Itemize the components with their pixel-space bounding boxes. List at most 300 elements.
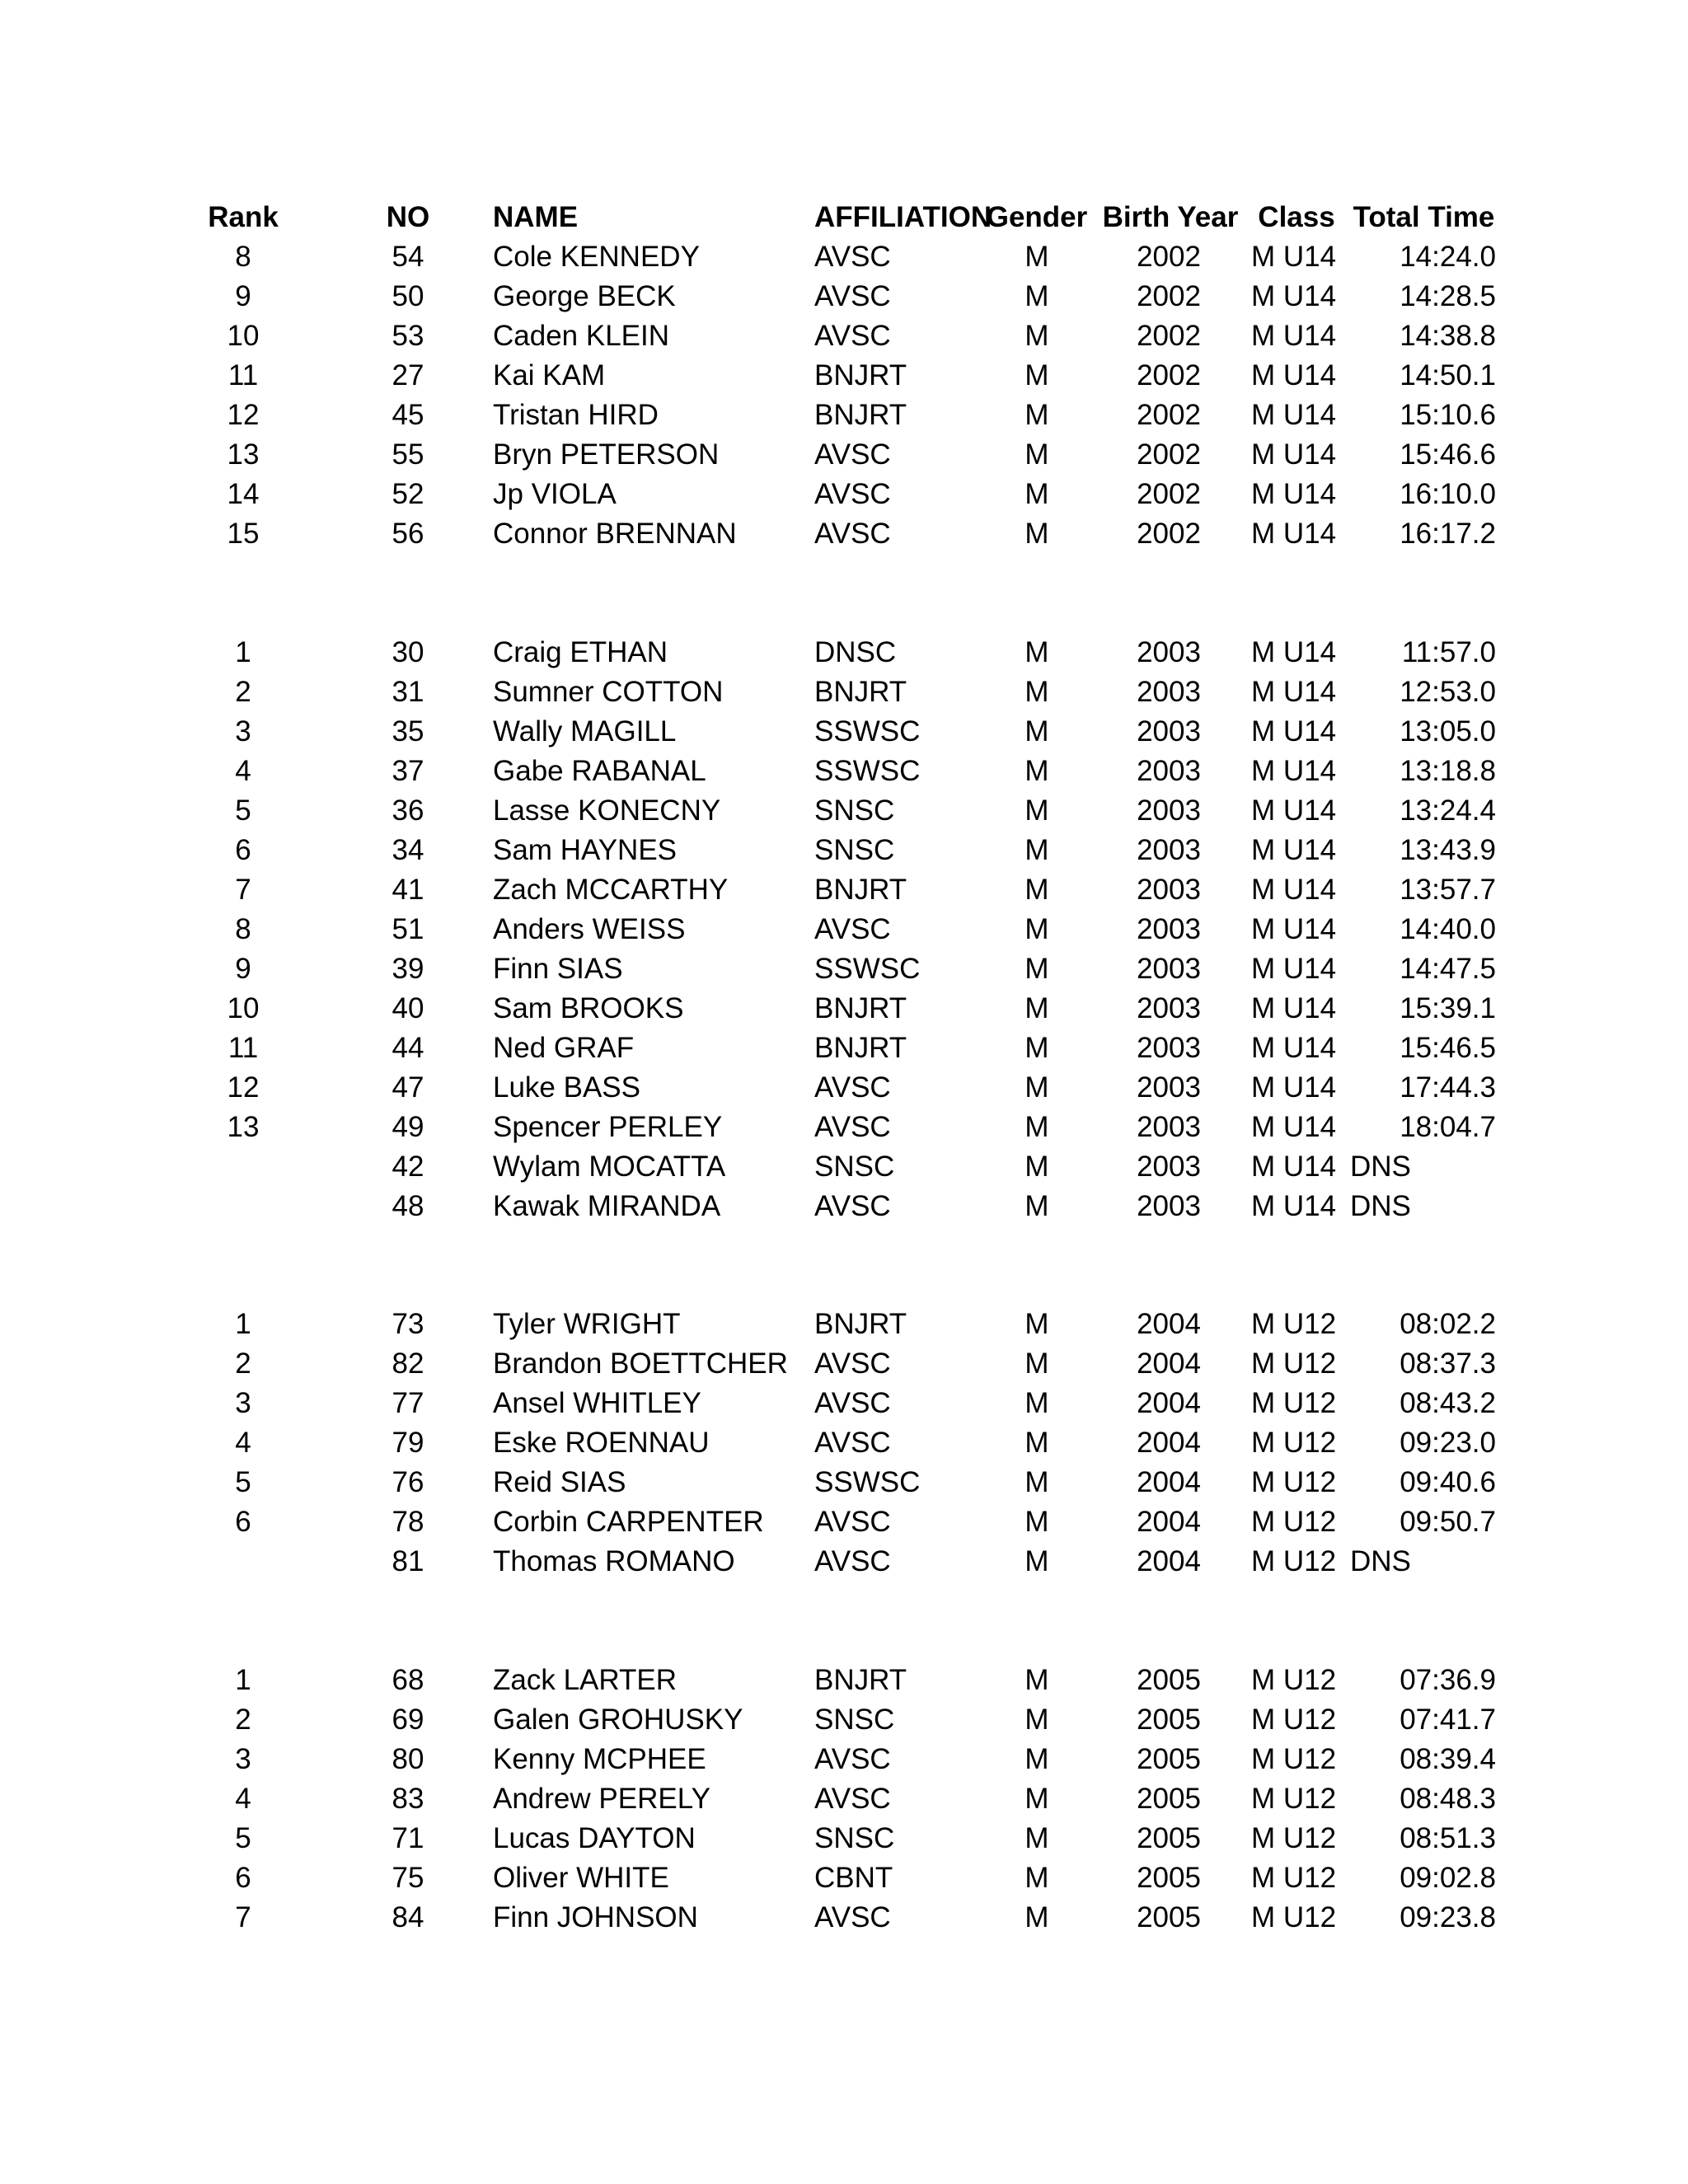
header-no: NO [386,201,430,233]
rank-cell: 7 [235,874,251,906]
table-row [0,1463,1688,1502]
total-time-cell: 11:57.0 [1401,636,1496,668]
birth-year-cell: 2005 [1137,1664,1201,1696]
table-row [0,1384,1688,1423]
rank-cell: 4 [235,755,251,787]
status-cell [1350,791,1465,831]
gender-cell: M [1025,794,1049,827]
athlete-name-cell: Reid SIAS [493,1466,626,1498]
class-cell: M U12 [1251,1704,1337,1736]
table-row [0,356,1688,396]
bib-number-cell: 71 [392,1822,424,1854]
status-cell [1350,237,1465,277]
athlete-name-cell: Oliver WHITE [493,1862,669,1894]
athlete-name-cell: Anders WEISS [493,913,686,945]
gender-cell: M [1025,438,1049,471]
affiliation-cell: SNSC [814,1822,895,1854]
birth-year-cell: 2004 [1137,1387,1201,1419]
gender-cell: M [1025,1387,1049,1419]
athlete-name-cell: Sam HAYNES [493,834,678,866]
athlete-name-cell: Jp VIOLA [493,478,617,510]
table-row [0,1819,1688,1858]
gender-cell: M [1025,1190,1049,1222]
rank-cell: 3 [235,1387,251,1419]
rank-cell: 6 [235,1862,251,1894]
birth-year-cell: 2004 [1137,1347,1201,1380]
gender-cell: M [1025,1783,1049,1815]
table-row [0,1779,1688,1819]
class-cell: M U12 [1251,1387,1337,1419]
total-time-cell: 13:18.8 [1400,755,1496,787]
bib-number-cell: 75 [392,1862,424,1894]
bib-number-cell: 55 [392,438,424,471]
rank-cell: 2 [235,1347,251,1380]
athlete-name-cell: Sam BROOKS [493,992,684,1024]
rank-cell: 13 [227,1111,260,1143]
status-cell [1350,1858,1465,1898]
gender-cell: M [1025,1427,1049,1459]
birth-year-cell: 2002 [1137,241,1201,273]
birth-year-cell: 2002 [1137,438,1201,471]
total-time-cell: 18:04.7 [1400,1111,1496,1143]
class-cell: M U14 [1251,478,1337,510]
birth-year-cell: 2005 [1137,1743,1201,1775]
rank-cell: 4 [235,1783,251,1815]
bib-number-cell: 78 [392,1506,424,1538]
status-cell [1350,752,1465,791]
affiliation-cell: DNSC [814,636,897,668]
athlete-name-cell: Thomas ROMANO [493,1545,735,1577]
class-cell: M U14 [1251,1032,1337,1064]
affiliation-cell: AVSC [814,1545,891,1577]
athlete-name-cell: Kawak MIRANDA [493,1190,721,1222]
table-header-row [0,198,1688,237]
class-cell: M U12 [1251,1506,1337,1538]
status-cell [1350,1819,1465,1858]
bib-number-cell: 42 [392,1151,424,1183]
table-row [0,1740,1688,1779]
affiliation-cell: SNSC [814,834,895,866]
class-cell: M U14 [1251,794,1337,827]
table-row [0,870,1688,910]
athlete-name-cell: Kenny MCPHEE [493,1743,706,1775]
gender-cell: M [1025,320,1049,352]
gender-cell: M [1025,1545,1049,1577]
total-time-cell: 12:53.0 [1400,676,1496,708]
athlete-name-cell: Gabe RABANAL [493,755,706,787]
athlete-name-cell: Brandon BOETTCHER [493,1347,788,1380]
total-time-cell: 13:57.7 [1400,874,1496,906]
class-cell: M U12 [1251,1822,1337,1854]
total-time-cell: 09:23.0 [1400,1427,1496,1459]
class-cell: M U14 [1251,241,1337,273]
birth-year-cell: 2002 [1137,320,1201,352]
birth-year-cell: 2005 [1137,1862,1201,1894]
gender-cell: M [1025,1466,1049,1498]
class-cell: M U12 [1251,1664,1337,1696]
gender-cell: M [1025,1506,1049,1538]
table-row [0,752,1688,791]
birth-year-cell: 2005 [1137,1901,1201,1933]
total-time-cell: 08:43.2 [1400,1387,1496,1419]
status-cell [1350,1898,1465,1938]
bib-number-cell: 81 [392,1545,424,1577]
status-cell [1350,633,1465,673]
rank-cell: 6 [235,834,251,866]
status-cell [1350,277,1465,316]
rank-cell: 1 [235,636,251,668]
bib-number-cell: 73 [392,1308,424,1340]
rank-cell: 11 [227,359,259,391]
bib-number-cell: 41 [392,874,424,906]
total-time-cell: 08:37.3 [1400,1347,1496,1380]
bib-number-cell: 34 [392,834,424,866]
status-cell [1350,1700,1465,1740]
birth-year-cell: 2002 [1137,399,1201,431]
rank-cell: 11 [227,1032,259,1064]
gender-cell: M [1025,992,1049,1024]
birth-year-cell: 2004 [1137,1427,1201,1459]
status-cell [1350,475,1465,514]
gender-cell: M [1025,1704,1049,1736]
birth-year-cell: 2005 [1137,1783,1201,1815]
affiliation-cell: AVSC [814,1506,891,1538]
athlete-name-cell: Galen GROHUSKY [493,1704,743,1736]
birth-year-cell: 2003 [1137,992,1201,1024]
total-time-cell: 15:46.5 [1400,1032,1496,1064]
status-cell [1350,1384,1465,1423]
status-cell [1350,396,1465,435]
birth-year-cell: 2003 [1137,834,1201,866]
total-time-cell: 08:02.2 [1400,1308,1496,1340]
bib-number-cell: 68 [392,1664,424,1696]
total-time-cell: 07:36.9 [1400,1664,1496,1696]
birth-year-cell: 2003 [1137,913,1201,945]
gender-cell: M [1025,636,1049,668]
affiliation-cell: BNJRT [814,992,907,1024]
total-time-cell: 09:40.6 [1400,1466,1496,1498]
table-row [0,633,1688,673]
athlete-name-cell: Sumner COTTON [493,676,724,708]
rank-cell: 3 [235,715,251,748]
header-class: Class [1258,201,1335,233]
bib-number-cell: 35 [392,715,424,748]
class-cell: M U12 [1251,1743,1337,1775]
birth-year-cell: 2003 [1137,953,1201,985]
athlete-name-cell: Craig ETHAN [493,636,668,668]
rank-cell: 3 [235,1743,251,1775]
total-time-cell: 08:39.4 [1400,1743,1496,1775]
affiliation-cell: AVSC [814,280,891,312]
affiliation-cell: SSWSC [814,755,921,787]
athlete-name-cell: Ansel WHITLEY [493,1387,701,1419]
status-cell [1350,514,1465,554]
status-cell [1350,910,1465,949]
athlete-name-cell: Spencer PERLEY [493,1111,723,1143]
rank-cell: 14 [227,478,260,510]
gender-cell: M [1025,1347,1049,1380]
affiliation-cell: BNJRT [814,1664,907,1696]
class-cell: M U14 [1251,715,1337,748]
class-cell: M U12 [1251,1308,1337,1340]
status-cell [1350,831,1465,870]
table-row [0,475,1688,514]
gender-cell: M [1025,1151,1049,1183]
rank-cell: 9 [235,280,251,312]
bib-number-cell: 80 [392,1743,424,1775]
status-cell [1350,1661,1465,1700]
gender-cell: M [1025,1664,1049,1696]
status-cell [1350,1029,1465,1068]
bib-number-cell: 69 [392,1704,424,1736]
bib-number-cell: 48 [392,1190,424,1222]
athlete-name-cell: Bryn PETERSON [493,438,720,471]
header-rank: Rank [208,201,279,233]
rank-cell: 10 [227,992,260,1024]
affiliation-cell: AVSC [814,1387,891,1419]
bib-number-cell: 40 [392,992,424,1024]
total-time-cell: 14:40.0 [1400,913,1496,945]
birth-year-cell: 2003 [1137,1071,1201,1104]
bib-number-cell: 51 [392,913,424,945]
bib-number-cell: 36 [392,794,424,827]
table-row [0,712,1688,752]
affiliation-cell: SSWSC [814,1466,921,1498]
rank-cell: 8 [235,241,251,273]
status-cell [1350,356,1465,396]
total-time-cell: 14:28.5 [1400,280,1496,312]
athlete-name-cell: Zack LARTER [493,1664,678,1696]
table-row [0,1029,1688,1068]
birth-year-cell: 2003 [1137,1111,1201,1143]
rank-cell: 7 [235,1901,251,1933]
status-cell: DNS [1350,1545,1411,1577]
athlete-name-cell: Luke BASS [493,1071,640,1104]
affiliation-cell: AVSC [814,1783,891,1815]
rank-cell: 6 [235,1506,251,1538]
table-row [0,237,1688,277]
total-time-cell: 14:47.5 [1400,953,1496,985]
status-cell [1350,1423,1465,1463]
affiliation-cell: SSWSC [814,715,921,748]
total-time-cell: 09:50.7 [1400,1506,1496,1538]
rank-cell: 12 [227,399,260,431]
status-cell [1350,1779,1465,1819]
bib-number-cell: 30 [392,636,424,668]
rank-cell: 5 [235,1822,251,1854]
bib-number-cell: 44 [392,1032,424,1064]
status-cell [1350,1344,1465,1384]
gender-cell: M [1025,359,1049,391]
bib-number-cell: 37 [392,755,424,787]
affiliation-cell: BNJRT [814,874,907,906]
rank-cell: 5 [235,794,251,827]
affiliation-cell: SNSC [814,1151,895,1183]
affiliation-cell: AVSC [814,1427,891,1459]
class-cell: M U14 [1251,1111,1337,1143]
rank-cell: 2 [235,676,251,708]
table-row [0,1305,1688,1344]
class-cell: M U14 [1251,1071,1337,1104]
affiliation-cell: BNJRT [814,1308,907,1340]
athlete-name-cell: Finn SIAS [493,953,623,985]
affiliation-cell: AVSC [814,1347,891,1380]
bib-number-cell: 82 [392,1347,424,1380]
bib-number-cell: 77 [392,1387,424,1419]
rank-cell [202,1147,284,1187]
birth-year-cell: 2002 [1137,280,1201,312]
status-cell [1350,435,1465,475]
status-cell [1350,870,1465,910]
class-cell: M U14 [1251,953,1337,985]
affiliation-cell: AVSC [814,1111,891,1143]
rank-cell: 10 [227,320,260,352]
table-row [0,396,1688,435]
affiliation-cell: BNJRT [814,399,907,431]
table-row [0,1147,1688,1187]
status-cell [1350,712,1465,752]
table-row [0,1542,1688,1582]
table-row [0,1898,1688,1938]
table-row [0,316,1688,356]
athlete-name-cell: Andrew PERELY [493,1783,710,1815]
birth-year-cell: 2003 [1137,676,1201,708]
table-row [0,989,1688,1029]
affiliation-cell: CBNT [814,1862,893,1894]
athlete-name-cell: George BECK [493,280,676,312]
table-row [0,1858,1688,1898]
status-cell [1350,1305,1465,1344]
gender-cell: M [1025,518,1049,550]
table-row [0,1700,1688,1740]
class-cell: M U12 [1251,1466,1337,1498]
affiliation-cell: AVSC [814,1190,891,1222]
gender-cell: M [1025,676,1049,708]
table-row [0,791,1688,831]
affiliation-cell: AVSC [814,913,891,945]
class-cell: M U12 [1251,1545,1337,1577]
affiliation-cell: AVSC [814,438,891,471]
rank-cell: 2 [235,1704,251,1736]
total-time-cell: 07:41.7 [1400,1704,1496,1736]
gender-cell: M [1025,834,1049,866]
rank-cell [202,1187,284,1226]
gender-cell: M [1025,399,1049,431]
bib-number-cell: 54 [392,241,424,273]
birth-year-cell: 2003 [1137,755,1201,787]
bib-number-cell: 49 [392,1111,424,1143]
bib-number-cell: 83 [392,1783,424,1815]
rank-cell: 9 [235,953,251,985]
table-row [0,831,1688,870]
bib-number-cell: 56 [392,518,424,550]
status-cell [1350,316,1465,356]
table-row [0,1187,1688,1226]
class-cell: M U14 [1251,1151,1337,1183]
affiliation-cell: BNJRT [814,359,907,391]
bib-number-cell: 50 [392,280,424,312]
bib-number-cell: 53 [392,320,424,352]
birth-year-cell: 2003 [1137,715,1201,748]
rank-cell: 1 [235,1308,251,1340]
status-cell [1350,1068,1465,1108]
class-cell: M U14 [1251,518,1337,550]
bib-number-cell: 79 [392,1427,424,1459]
class-cell: M U14 [1251,1190,1337,1222]
athlete-name-cell: Wally MAGILL [493,715,677,748]
total-time-cell: 16:10.0 [1400,478,1496,510]
bib-number-cell: 27 [392,359,424,391]
gender-cell: M [1025,1111,1049,1143]
status-cell [1350,949,1465,989]
total-time-cell: 09:02.8 [1400,1862,1496,1894]
table-row [0,1108,1688,1147]
athlete-name-cell: Caden KLEIN [493,320,670,352]
class-cell: M U14 [1251,636,1337,668]
affiliation-cell: AVSC [814,320,891,352]
table-row [0,1502,1688,1542]
status-cell [1350,989,1465,1029]
table-row [0,514,1688,554]
total-time-cell: 14:38.8 [1400,320,1496,352]
total-time-cell: 09:23.8 [1400,1901,1496,1933]
table-row [0,673,1688,712]
class-cell: M U14 [1251,676,1337,708]
total-time-cell: 15:39.1 [1400,992,1496,1024]
gender-cell: M [1025,1071,1049,1104]
bib-number-cell: 84 [392,1901,424,1933]
birth-year-cell: 2003 [1137,794,1201,827]
birth-year-cell: 2003 [1137,1032,1201,1064]
total-time-cell: 16:17.2 [1400,518,1496,550]
gender-cell: M [1025,1901,1049,1933]
table-row [0,1344,1688,1384]
class-cell: M U12 [1251,1347,1337,1380]
total-time-cell: 14:50.1 [1400,359,1496,391]
birth-year-cell: 2003 [1137,1151,1201,1183]
rank-cell: 4 [235,1427,251,1459]
affiliation-cell: SNSC [814,1704,895,1736]
status-cell [1350,673,1465,712]
header-gender: Gender [986,201,1088,233]
athlete-name-cell: Finn JOHNSON [493,1901,698,1933]
total-time-cell: 15:46.6 [1400,438,1496,471]
birth-year-cell: 2003 [1137,1190,1201,1222]
class-cell: M U14 [1251,280,1337,312]
affiliation-cell: BNJRT [814,1032,907,1064]
athlete-name-cell: Ned GRAF [493,1032,635,1064]
class-cell: M U14 [1251,992,1337,1024]
bib-number-cell: 39 [392,953,424,985]
athlete-name-cell: Lasse KONECNY [493,794,721,827]
rank-cell: 1 [235,1664,251,1696]
status-cell [1350,1502,1465,1542]
gender-cell: M [1025,478,1049,510]
gender-cell: M [1025,280,1049,312]
table-row [0,949,1688,989]
header-affiliation: AFFILIATION [814,201,992,233]
class-cell: M U12 [1251,1862,1337,1894]
birth-year-cell: 2004 [1137,1545,1201,1577]
affiliation-cell: AVSC [814,478,891,510]
class-cell: M U12 [1251,1783,1337,1815]
birth-year-cell: 2002 [1137,478,1201,510]
athlete-name-cell: Kai KAM [493,359,606,391]
class-cell: M U14 [1251,359,1337,391]
affiliation-cell: AVSC [814,1071,891,1104]
bib-number-cell: 45 [392,399,424,431]
affiliation-cell: AVSC [814,1901,891,1933]
